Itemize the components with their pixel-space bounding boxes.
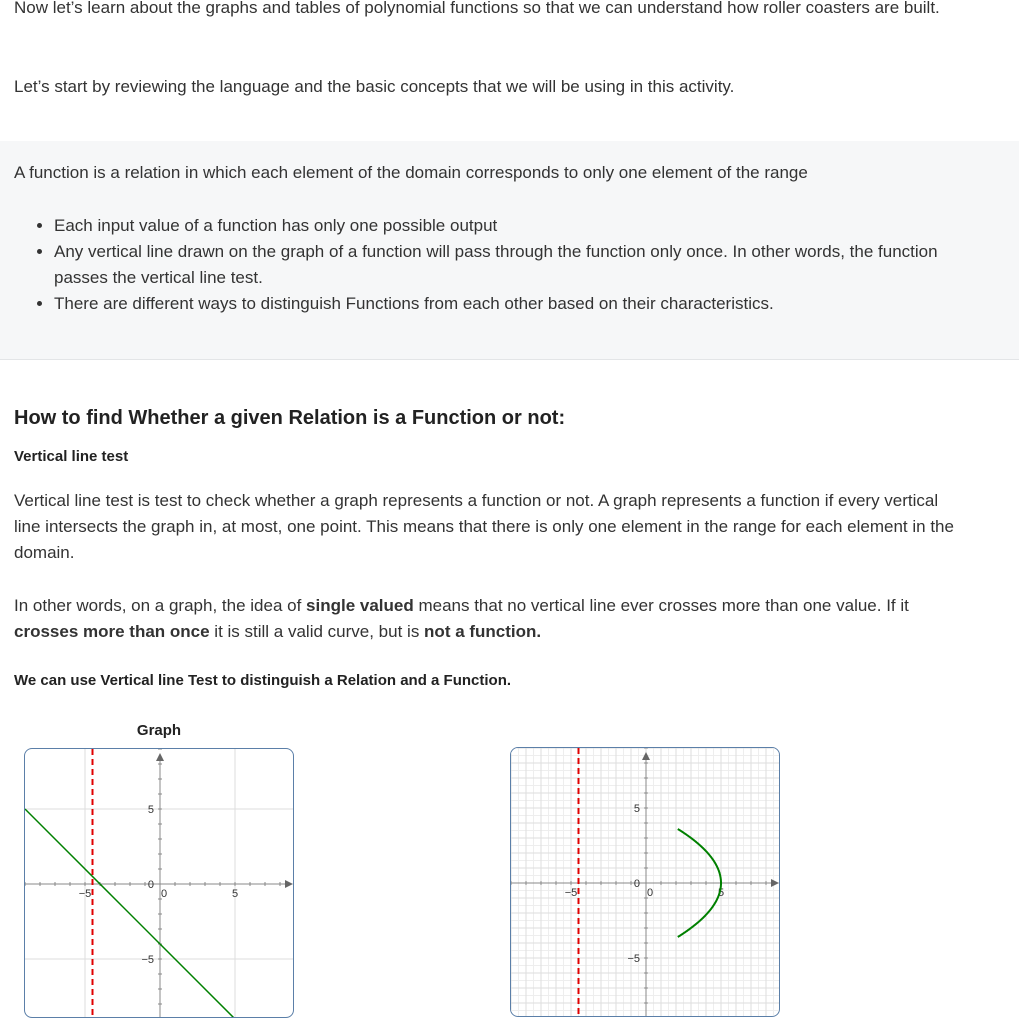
x-axis-arrow: [771, 879, 779, 887]
intro-paragraph: Now let’s learn about the graphs and tables of polynomial functions so that we can understand how roller coasters are built.: [14, 0, 940, 17]
function-graph-svg: [25, 749, 294, 1018]
vlt-paragraph: Vertical line test is test to check whether a graph represents a function or not. A graph represents a function if every vertical line intersects the graph in, at most, one point. This means that there is only one element in the range for each element in the domain.: [14, 491, 954, 562]
bold-text: single valued: [306, 596, 414, 615]
definition-box: [0, 141, 1019, 360]
y-tick-label: 0: [633, 878, 640, 890]
relation-graph-svg: [511, 748, 780, 1017]
y-tick-label: −5: [627, 953, 640, 965]
text-run: means that no vertical line ever crosses more than one value. If it: [413, 596, 909, 615]
x-tick-label: 5: [231, 888, 239, 900]
x-axis-arrow: [285, 880, 293, 888]
x-tick-label: −5: [564, 887, 578, 899]
function-line: [25, 809, 235, 1018]
start-paragraph: Let’s start by reviewing the language and the basic concepts that we will be using in this activity.: [14, 77, 735, 96]
use-test-paragraph: We can use Vertical line Test to distinguish a Relation and a Function.: [14, 672, 512, 689]
bullet-item: • Each input value of a function has only one possible output: [54, 213, 954, 239]
y-tick-label: 5: [633, 803, 640, 815]
section-subheading: Vertical line test: [14, 448, 129, 465]
definition-bullets: [14, 213, 954, 317]
x-tick-label: 0: [646, 887, 654, 899]
section-heading: How to find Whether a given Relation is a Function or not:: [14, 407, 566, 429]
bold-text: not a function.: [424, 622, 542, 641]
function-graph: [24, 748, 294, 1018]
text-run: it is still a valid curve, but is: [209, 622, 425, 641]
x-tick-label: −5: [78, 888, 92, 900]
y-tick-label: −5: [141, 954, 154, 966]
x-tick-label: 0: [160, 888, 168, 900]
relation-graph: [510, 747, 780, 1017]
bullet-item: • Any vertical line drawn on the graph of a function will pass through the function only once. In other words, the function passes the vertical line test.: [54, 239, 954, 291]
bold-text: crosses more than once: [14, 622, 210, 641]
other-words-paragraph: [14, 593, 959, 645]
y-tick-label: 5: [147, 804, 154, 816]
text-run: In other words, on a graph, the idea of: [14, 596, 307, 615]
x-tick-label: 5: [717, 887, 725, 899]
y-axis-arrow: [156, 753, 164, 761]
function-definition: A function is a relation in which each element of the domain corresponds to only one element of the range: [14, 163, 808, 182]
bullet-item: • There are different ways to distinguish Functions from each other based on their characteristics.: [54, 291, 954, 317]
graph-title: Graph: [136, 722, 182, 739]
y-tick-label: 0: [147, 879, 154, 891]
